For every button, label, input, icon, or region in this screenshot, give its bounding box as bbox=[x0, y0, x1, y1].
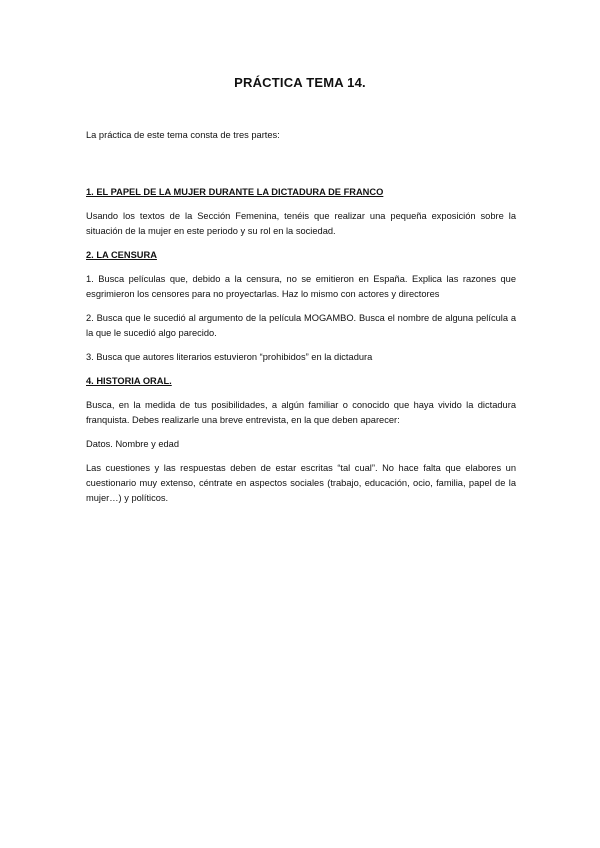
section-4-body-3: Las cuestiones y las respuestas deben de estar escritas “tal cual”. No hace falta que elabores un cuestionario muy extenso, céntrate en aspectos sociales (trabajo, educación, ocio, familia, papel de la mujer…) y políticos. bbox=[86, 463, 516, 503]
section-4-heading: 4. HISTORIA ORAL. bbox=[86, 376, 172, 386]
section-2-item-2: 2. Busca que le sucedió al argumento de la película MOGAMBO. Busca el nombre de alguna película a la que le sucedió algo parecido. bbox=[86, 313, 516, 338]
section-1-body: Usando los textos de la Sección Femenina, tenéis que realizar una pequeña exposición sobre la situación de la mujer en este periodo y su rol en la sociedad. bbox=[86, 211, 516, 236]
intro-text: La práctica de este tema consta de tres partes: bbox=[86, 130, 280, 140]
section-2-item-1: 1. Busca películas que, debido a la censura, no se emitieron en España. Explica las razones que esgrimieron los censores para no proyectarlas. Haz lo mismo con actores y directores bbox=[86, 274, 516, 299]
section-1-heading: 1. EL PAPEL DE LA MUJER DURANTE LA DICTADURA DE FRANCO bbox=[86, 187, 384, 197]
section-2-heading: 2. LA CENSURA bbox=[86, 250, 157, 260]
section-4-body-1: Busca, en la medida de tus posibilidades, a algún familiar o conocido que haya vivido la dictadura franquista. Debes realizarle una breve entrevista, en la que deben aparecer: bbox=[86, 400, 516, 425]
page-title: PRÁCTICA TEMA 14. bbox=[234, 75, 366, 90]
section-4-body-2: Datos. Nombre y edad bbox=[86, 439, 180, 449]
document-body bbox=[86, 128, 516, 515]
section-2-item-3: 3. Busca que autores literarios estuvieron “prohibidos” en la dictadura bbox=[86, 352, 373, 362]
